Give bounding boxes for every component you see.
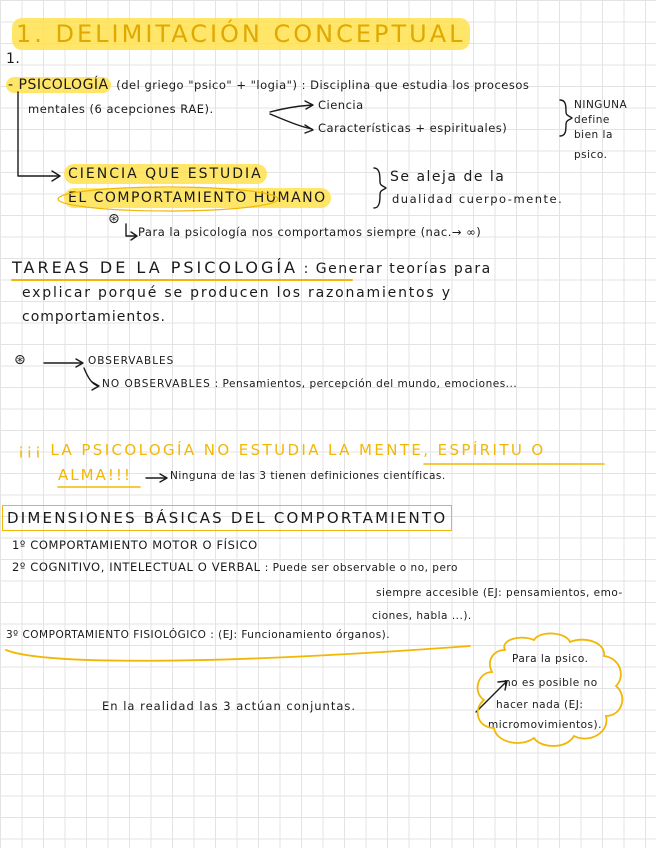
- ninguna-note-4: psico.: [574, 149, 608, 161]
- observables-item: OBSERVABLES: [88, 355, 175, 367]
- dimension-3: 3º COMPORTAMIENTO FISIOLÓGICO : (EJ: Funcionamiento órganos).: [6, 629, 391, 641]
- branch-caracteristicas: Características + espirituales): [318, 121, 508, 135]
- asterisk-marker-2: ⊛: [14, 352, 27, 368]
- tareas-label: TAREAS DE LA PSICOLOGÍA: [12, 258, 299, 277]
- cloud-note-1: Para la psico.: [512, 653, 589, 665]
- warning-line2: ALMA!!!: [58, 466, 132, 484]
- section-marker: 1.: [6, 51, 21, 67]
- dimension-1: 1º COMPORTAMIENTO MOTOR O FÍSICO: [12, 538, 258, 552]
- ciencia-line2: EL COMPORTAMIENTO HUMANO: [64, 191, 331, 205]
- ninguna-note-3: bien la: [574, 129, 613, 141]
- branch-ciencia: Ciencia: [318, 98, 364, 112]
- together-note: En la realidad las 3 actúan conjuntas.: [102, 699, 357, 713]
- tareas-line2: explicar porqué se producen los razonamientos y: [22, 285, 452, 301]
- ciencia-note-2: dualidad cuerpo-mente.: [392, 192, 564, 206]
- psicologia-line2: mentales (6 acepciones RAE).: [28, 102, 214, 116]
- warning-line1: ¡¡¡ LA PSICOLOGÍA NO ESTUDIA LA MENTE, ESPÍRITU O: [18, 441, 546, 459]
- dimensiones-title: DIMENSIONES BÁSICAS DEL COMPORTAMIENTO: [2, 510, 452, 526]
- cloud-note-3: hacer nada (EJ:: [496, 699, 584, 711]
- asterisk-marker: ⊛: [108, 211, 121, 227]
- dimension-2-desc-2: siempre accesible (EJ: pensamientos, emo-: [376, 587, 623, 599]
- ninguna-note-1: NINGUNA: [574, 99, 628, 111]
- no-observables-item: NO OBSERVABLES : Pensamientos, percepción del mundo, emociones...: [102, 378, 518, 390]
- cloud-note-4: micromovimientos).: [488, 719, 602, 731]
- psicologia-label: - PSICOLOGÍA: [8, 77, 109, 93]
- dimension-2-desc-3: ciones, habla ...).: [372, 610, 472, 622]
- ciencia-note-1: Se aleja de la: [390, 169, 506, 185]
- ninguna-note-2: define: [574, 114, 610, 126]
- page-title: 1. DELIMITACIÓN CONCEPTUAL: [12, 22, 470, 46]
- tareas-line3: comportamientos.: [22, 309, 166, 325]
- ciencia-sub: Para la psicología nos comportamos siempre (nac.→ ∞): [138, 225, 482, 239]
- psicologia-line1: (del griego "psico" + "logia") : Disciplina que estudia los procesos: [116, 78, 530, 92]
- dimension-2: 2º COGNITIVO, INTELECTUAL O VERBAL : Puede ser observable o no, pero: [12, 560, 458, 574]
- cloud-note-2: no es posible no: [504, 677, 598, 689]
- warning-note: Ninguna de las 3 tienen definiciones científicas.: [170, 470, 446, 482]
- tareas-line1: TAREAS DE LA PSICOLOGÍA : Generar teorías para: [12, 258, 492, 277]
- ciencia-line1: CIENCIA QUE ESTUDIA: [64, 167, 267, 181]
